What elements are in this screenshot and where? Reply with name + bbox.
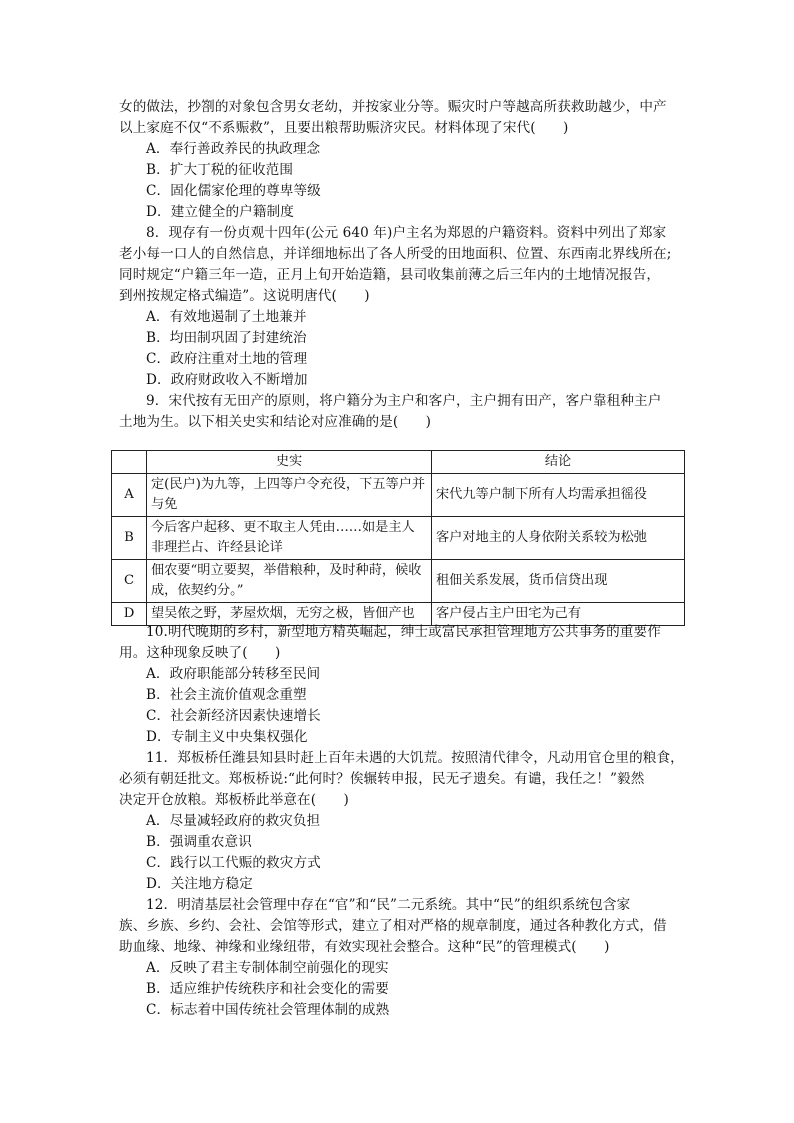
q8-stem-line-2: 老小每一口人的自然信息，并详细地标出了各人所受的田地面积、位置、东西南北界线所在; <box>119 246 672 262</box>
q12-option-a: A．反映了君主专制体制空前强化的现实 <box>146 960 389 976</box>
q11-stem-line-2: 必须有朝廷批文。郑板桥说:“此何时？俟辗转申报，民无孑遗矣。有谴，我任之！”毅然 <box>119 771 645 787</box>
q8-stem-line-4: 到州按规定格式编造”。这说明唐代( ) <box>119 288 370 304</box>
table-row <box>112 474 685 517</box>
q8-stem-line-3: 同时规定“户籍三年一造，正月上旬开始造籍，县司收集前薄之后三年内的土地情况报告， <box>119 267 661 283</box>
table-header-row <box>112 451 685 474</box>
q12-stem-line-3: 助血缘、地缘、神缘和业缘纽带，有效实现社会整合。这种“民”的管理模式( ) <box>119 939 610 955</box>
q10-option-b: B．社会主流价值观念重塑 <box>146 687 307 703</box>
q11-option-c: C．践行以工代赈的救灾方式 <box>146 855 321 871</box>
row-fact: 今后客户起移、更不取主人凭由……如是主人非理拦占、许经县论详 <box>147 517 432 560</box>
q10-option-a: A．政府职能部分转移至民间 <box>146 666 321 682</box>
table-row <box>112 517 685 560</box>
q11-option-a: A．尽量减轻政府的救灾负担 <box>146 813 321 829</box>
q10-stem-line-2: 用。这种现象反映了( ) <box>119 645 281 661</box>
row-fact: 定(民户)为九等，上四等户令充役，下五等户并与免 <box>147 474 432 517</box>
q7-stem-line-1: 女的做法，抄劄的对象包含男女老幼，并按家业分等。赈灾时户等越高所获救助越少，中产 <box>119 99 667 115</box>
row-fact: 望吴侬之野，茅屋炊烟，无穷之极，皆佃产也 <box>147 603 432 626</box>
q7-stem-line-2: 以上家庭不仅“不系赈救”，且要出粮帮助赈济灾民。材料体现了宋代( ) <box>119 120 569 136</box>
q9-stem-line-1: 9．宋代按有无田产的原则，将户籍分为主户和客户，主户拥有田产，客户靠租种主户 <box>146 393 662 409</box>
table-header-fact: 史实 <box>147 451 432 474</box>
q8-option-d: D．政府财政收入不断增加 <box>146 372 308 388</box>
q8-option-a: A．有效地遏制了土地兼并 <box>146 309 307 325</box>
row-label: A <box>112 474 147 517</box>
q11-option-b: B．强调重农意识 <box>146 834 252 850</box>
q9-stem-line-2: 土地为生。以下相关史实和结论对应准确的是( ) <box>119 414 432 430</box>
q9-table <box>111 450 685 626</box>
q11-stem-line-3: 决定开仓放粮。郑板桥此举意在( ) <box>119 792 349 808</box>
q12-stem-line-1: 12．明清基层社会管理中存在“官”和“民”二元系统。其中“民”的组织系统包含家 <box>146 897 631 913</box>
q8-stem-line-1: 8．现存有一份贞观十四年(公元 640 年)户主名为郑恩的户籍资料。资料中列出了郑家 <box>146 225 667 241</box>
q7-option-b: B．扩大丁税的征收范围 <box>146 162 294 178</box>
table-header-conclusion: 结论 <box>432 451 685 474</box>
row-fact: 佃农要“明立要契，举借粮种，及时种莳，候收成，依契约分。” <box>147 560 432 603</box>
q8-option-b: B．均田制巩固了封建统治 <box>146 330 307 346</box>
row-label: B <box>112 517 147 560</box>
row-conclusion: 客户对地主的人身依附关系较为松弛 <box>432 517 685 560</box>
q11-stem-line-1: 11．郑板桥任潍县知县时赶上百年未遇的大饥荒。按照清代律令，凡动用官仓里的粮食， <box>146 750 684 766</box>
row-label: D <box>112 603 147 626</box>
q12-option-b: B．适应维护传统秩序和社会变化的需要 <box>146 981 389 997</box>
q10-option-d: D．专制主义中央集权强化 <box>146 729 308 745</box>
q10-stem-line-1: 10.明代晚期的乡村，新型地方精英崛起，绅士或富民承担管理地方公共事务的重要作 <box>146 624 661 640</box>
q7-option-c: C．固化儒家伦理的尊卑等级 <box>146 183 321 199</box>
q10-option-c: C．社会新经济因素快速增长 <box>146 708 321 724</box>
row-conclusion: 宋代九等户制下所有人均需承担徭役 <box>432 474 685 517</box>
q8-option-c: C．政府注重对土地的管理 <box>146 351 308 367</box>
row-conclusion: 客户侵占主户田宅为己有 <box>432 603 685 626</box>
row-label: C <box>112 560 147 603</box>
q7-option-d: D．建立健全的户籍制度 <box>146 204 294 220</box>
q7-option-a: A．奉行善政养民的执政理念 <box>146 141 321 157</box>
row-conclusion: 租佃关系发展，货币信贷出现 <box>432 560 685 603</box>
table-header-blank <box>112 451 147 474</box>
table-row <box>112 560 685 603</box>
q12-option-c: C．标志着中国传统社会管理体制的成熟 <box>146 1002 390 1018</box>
q11-option-d: D．关注地方稳定 <box>146 876 253 892</box>
q12-stem-line-2: 族、乡族、乡约、会社、会馆等形式，建立了相对严格的规章制度，通过各种教化方式，借 <box>119 918 667 934</box>
